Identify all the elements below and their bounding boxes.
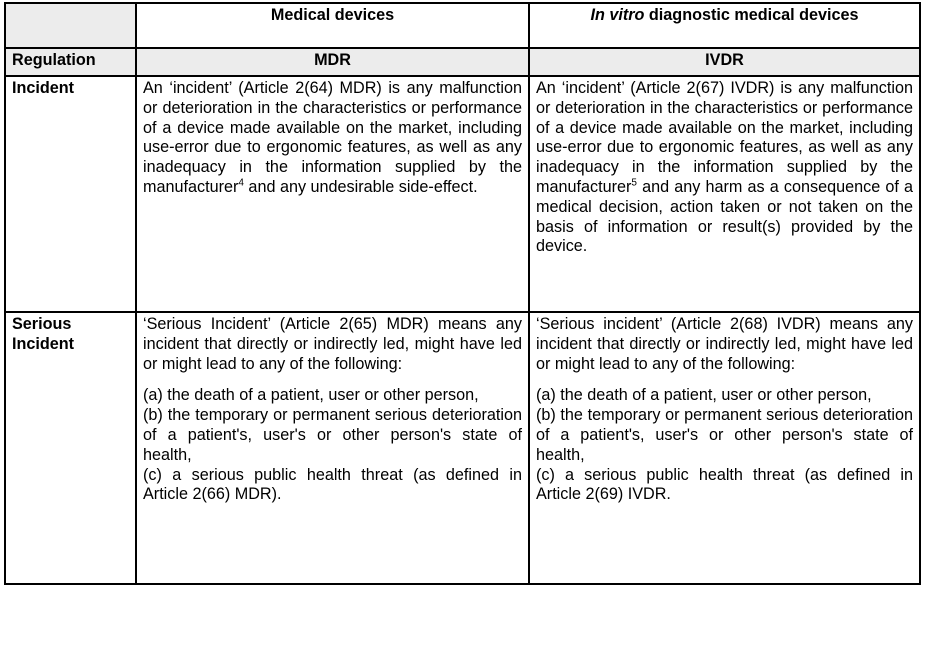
incident-ivdr-text-end: and any harm as a consequence of a medical decision, action taken or not taken on the basis of information or result(s) provided by the device. xyxy=(536,177,913,256)
serious-incident-row xyxy=(5,312,920,584)
incident-mdr-text-end: and any undesirable side-effect. xyxy=(243,177,478,196)
incident-mdr-definition xyxy=(136,76,529,312)
regulation-mdr: MDR xyxy=(136,48,529,76)
serious-label-line1: Serious xyxy=(12,315,72,333)
footnote-ref-4: 4 xyxy=(238,177,244,189)
header-empty-cell xyxy=(5,3,136,48)
serious-ivdr-item-a: (a) the death of a patient, user or other person, xyxy=(536,386,872,405)
regulation-ivdr: IVDR xyxy=(529,48,920,76)
serious-mdr-item-a: (a) the death of a patient, user or other person, xyxy=(143,386,479,405)
header-ivd-rest: diagnostic medical devices xyxy=(644,6,859,24)
footnote-ref-5: 5 xyxy=(631,177,637,189)
incident-ivdr-text: An ‘incident’ (Article 2(67) IVDR) is any malfunction or deterioration in the characteristics or performance of a device made available on the market, including use-error due to ergonomic features, as well as any inadequacy in the information supplied by the manufacturer xyxy=(536,79,913,196)
header-medical-devices: Medical devices xyxy=(136,3,529,48)
serious-mdr-definition xyxy=(136,312,529,584)
serious-ivdr-definition xyxy=(529,312,920,584)
regulation-row xyxy=(5,48,920,76)
incident-ivdr-definition xyxy=(529,76,920,312)
definitions-table xyxy=(4,2,921,585)
serious-label-line2: Incident xyxy=(12,334,75,353)
incident-row xyxy=(5,76,920,312)
serious-ivdr-intro: ‘Serious incident’ (Article 2(68) IVDR) means any incident that directly or indirectly led, might have led or might lead to any of the following: xyxy=(536,315,913,373)
serious-mdr-intro: ‘Serious Incident’ (Article 2(65) MDR) means any incident that directly or indirectly led, might have led or might lead to any of the following: xyxy=(143,315,522,373)
serious-incident-label xyxy=(5,312,136,584)
regulation-label: Regulation xyxy=(5,48,136,76)
header-ivd-italic: In vitro xyxy=(590,6,645,24)
serious-ivdr-item-b: (b) the temporary or permanent serious deterioration of a patient's, user's or other person's state of health, xyxy=(536,406,913,464)
incident-mdr-text: An ‘incident’ (Article 2(64) MDR) is any malfunction or deterioration in the characteristics or performance of a device made available on the market, including use-error due to ergonomic features, as well as any inadequacy in the information supplied by the manufacturer xyxy=(143,79,522,196)
serious-mdr-item-b: (b) the temporary or permanent serious deterioration of a patient's, user's or other person's state of health, xyxy=(143,406,522,464)
incident-label: Incident xyxy=(5,76,136,312)
serious-ivdr-item-c: (c) a serious public health threat (as defined in Article 2(69) IVDR. xyxy=(536,465,913,504)
header-ivd-devices xyxy=(529,3,920,48)
serious-mdr-item-c: (c) a serious public health threat (as defined in Article 2(66) MDR). xyxy=(143,465,522,504)
header-row xyxy=(5,3,920,48)
